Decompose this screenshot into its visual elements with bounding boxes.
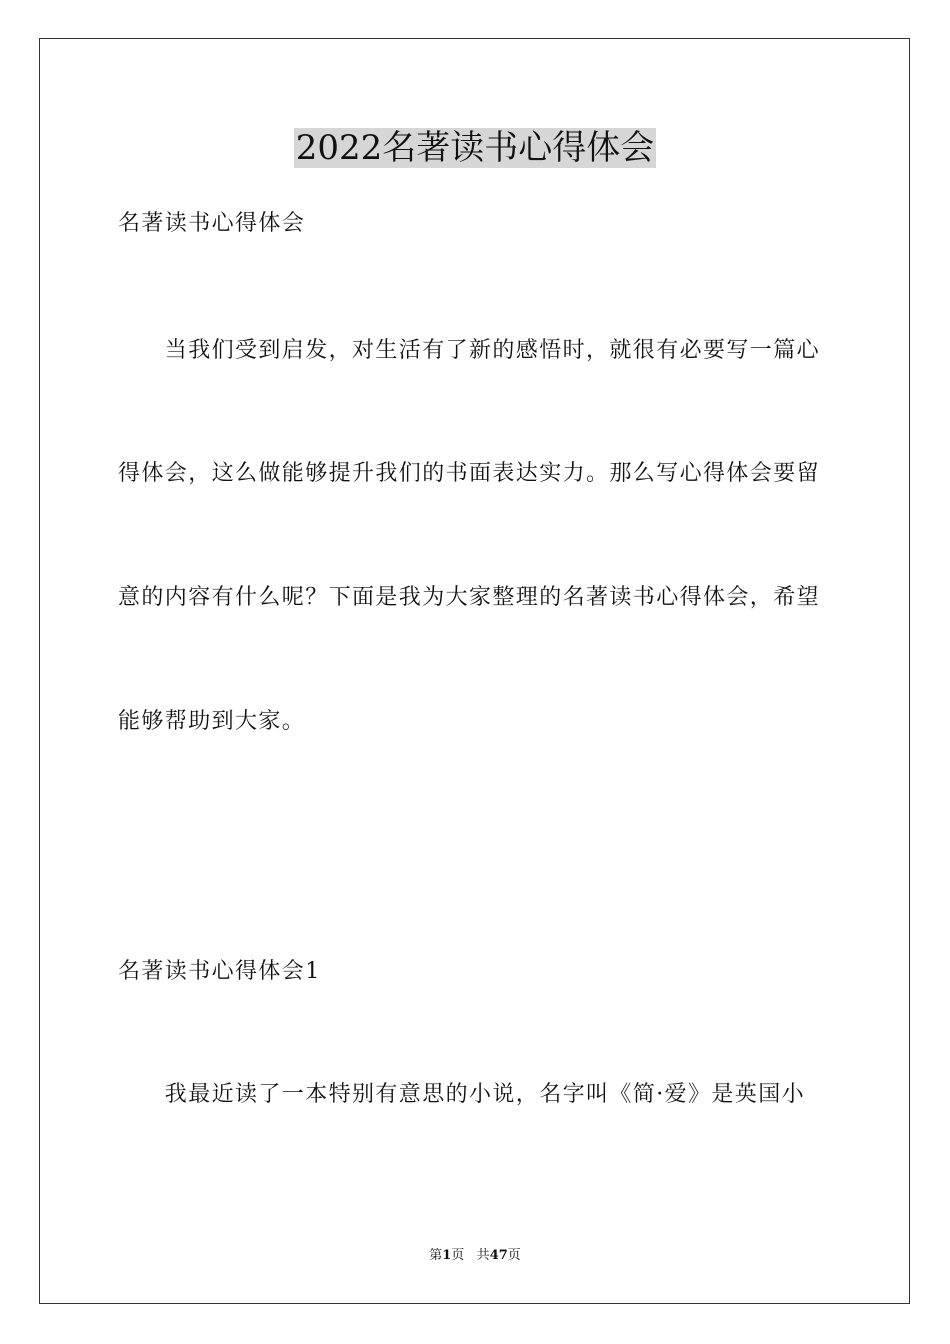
total-suffix: 页 (507, 1248, 521, 1263)
page-current: 1 (442, 1248, 452, 1263)
paragraph-line: 得体会，这么做能够提升我们的书面表达实力。那么写心得体会要留 (118, 461, 821, 486)
total-prefix: 共 (476, 1248, 490, 1263)
page-total: 47 (489, 1248, 508, 1263)
paragraph-line: 能够帮助到大家。 (118, 709, 306, 734)
paragraph-line: 当我们受到启发，对生活有了新的感悟时，就很有必要写一篇心 (118, 338, 821, 363)
paragraph-line: 我最近读了一本特别有意思的小说，名字叫《简·爱》是英国小 (118, 1082, 805, 1107)
page-suffix: 页 (451, 1248, 465, 1263)
page-prefix: 第 (429, 1248, 443, 1263)
section-heading: 名著读书心得体会1 (118, 959, 321, 984)
document-title (0, 126, 950, 170)
document-title-text: 2022名著读书心得体会 (295, 128, 655, 168)
page-footer (0, 1247, 950, 1265)
document-subtitle: 名著读书心得体会 (118, 211, 306, 236)
paragraph-line: 意的内容有什么呢？下面是我为大家整理的名著读书心得体会，希望 (118, 585, 821, 610)
